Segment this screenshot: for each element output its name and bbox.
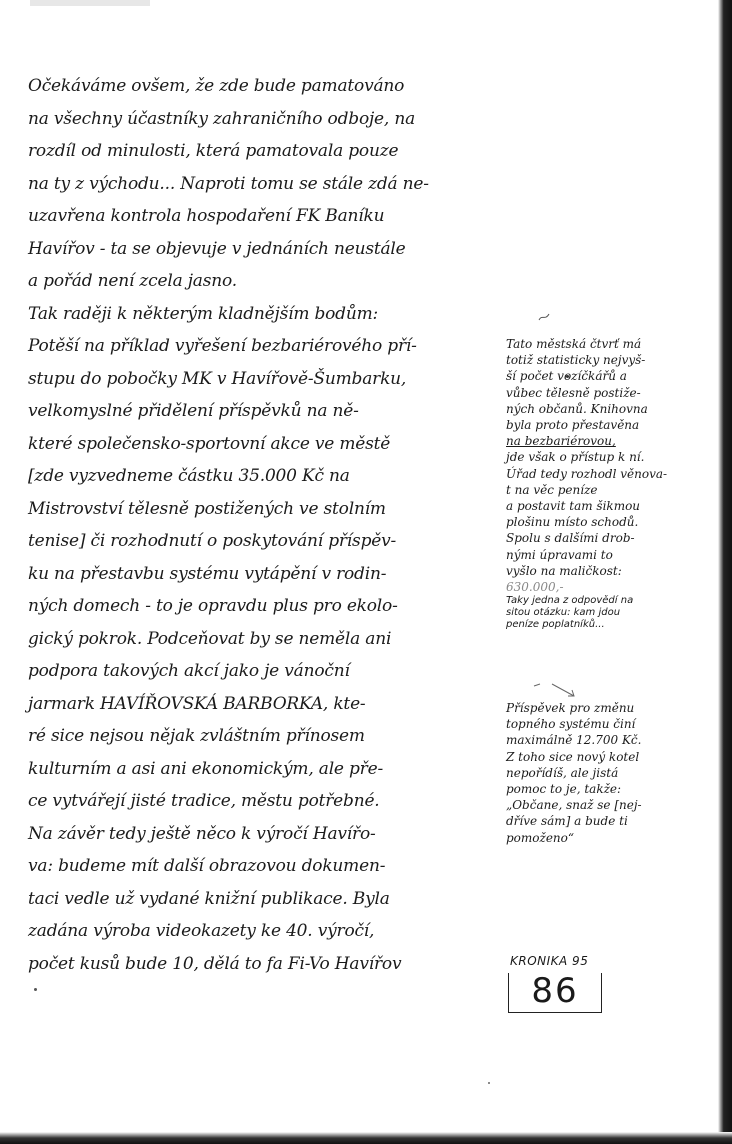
side-note-line: nepořídíš, ale jistá <box>506 765 619 780</box>
side-note-line: dříve sám] a bude ti <box>506 814 628 829</box>
side-note-line: totiž statisticky nejvyš- <box>506 353 646 368</box>
main-line: podpora takových akcí jako je vánoční <box>28 661 350 681</box>
main-line: taci vedle už vydané knižní publikace. Byla <box>28 888 390 909</box>
side-note-line: plošinu místo schodů. <box>506 515 639 530</box>
page-number-box <box>508 973 602 1013</box>
main-line: ných domech - to je opravdu plus pro ekolo- <box>28 596 398 616</box>
side-note-line: jde však o přístup k ní. <box>506 450 645 465</box>
side-note-line: vyšlo na maličkost: <box>506 563 622 578</box>
side-note-line: byla proto přestavěna <box>506 418 640 433</box>
main-line: gický pokrok. Podceňovat by se neměla ani <box>28 628 392 649</box>
side-note-line: vůbec tělesně postiže- <box>506 385 641 400</box>
ink-dot <box>488 1082 490 1084</box>
margin-arrow-mark <box>530 680 580 700</box>
side-note-line: na bezbariérovou, <box>506 434 616 449</box>
chronicle-label: KRONIKA 95 <box>510 954 589 968</box>
main-line: na ty z východu... Naproti tomu se stále zdá ne- <box>28 173 429 194</box>
main-line: stupu do pobočky MK v Havířově-Šumbarku, <box>28 368 407 389</box>
side-note-bezbarierovy <box>506 336 702 631</box>
main-line: va: budeme mít další obrazovou dokumen- <box>28 856 386 876</box>
main-line: a pořád není zcela jasno. <box>28 271 237 291</box>
side-note-line: Úřad tedy rozhodl věnova- <box>506 466 668 481</box>
main-line: Havířov - ta se objevuje v jednáních neustále <box>28 238 406 259</box>
main-line: Tak raději k některým kladnějším bodům: <box>28 303 379 324</box>
main-text-column <box>28 70 490 980</box>
main-line: které společensko-sportovní akce ve městě <box>28 433 391 454</box>
main-line: uzavřena kontrola hospodaření FK Baníku <box>28 206 385 226</box>
side-note-line: topného systému činí <box>506 717 636 732</box>
scan-edge-bottom <box>0 1132 732 1144</box>
side-note-line: Z toho sice nový kotel <box>506 749 640 764</box>
side-note-line: nými úpravami to <box>506 547 613 562</box>
main-line: ce vytvářejí jisté tradice, městu potřebné. <box>28 791 380 811</box>
main-line: kulturním a asi ani ekonomickým, ale pře- <box>28 758 384 779</box>
main-line: velkomyslné přidělení příspěvků na ně- <box>28 401 359 421</box>
main-line: ku na přestavbu systému vytápění v rodin- <box>28 563 387 584</box>
side-note-line: pomoženo“ <box>506 830 575 845</box>
scan-smudge <box>30 0 150 6</box>
main-line: zadána výroba videokazety ke 40. výročí, <box>28 921 375 941</box>
main-line: ré sice nejsou nějak zvláštním přínosem <box>28 726 365 746</box>
main-line: Na závěr tedy ještě něco k výročí Havířo- <box>28 823 376 844</box>
side-note-amount: 630.000,- <box>506 580 564 595</box>
side-note-line: maximálně 12.700 Kč. <box>506 733 642 748</box>
side-note-line: pomoc to je, takže: <box>506 782 622 797</box>
page-number: 86 <box>531 971 579 1011</box>
main-line: tenise] či rozhodnutí o poskytování příspěv- <box>28 531 397 551</box>
side-note-small-line: Taky jedna z odpovědí na <box>506 595 634 607</box>
main-line: jarmark HAVÍŘOVSKÁ BARBORKA, kte- <box>28 693 366 714</box>
side-note-line: a postavit tam šikmou <box>506 499 641 514</box>
side-note-line: „Občane, snaž se [nej- <box>506 798 642 813</box>
side-note-line: t na věc peníze <box>506 482 598 497</box>
side-note-line: Příspěvek pro změnu <box>506 701 635 715</box>
main-line: Očekáváme ovšem, že zde bude pamatováno <box>28 76 405 96</box>
side-note-vytapeni <box>506 700 702 846</box>
side-note-line: ných občanů. Knihovna <box>506 401 648 416</box>
side-note-small-line: peníze poplatníků... <box>506 619 605 631</box>
main-line: na všechny účastníky zahraničního odboje, na <box>28 108 415 129</box>
side-note-small-line: sitou otázku: kam jdou <box>506 607 621 619</box>
main-line: počet kusů bude 10, dělá to fa Fi-Vo Havířov <box>28 953 402 974</box>
main-line: Mistrovství tělesně postižených ve stolním <box>28 498 386 519</box>
main-line: [zde vyzvedneme částku 35.000 Kč na <box>28 466 350 486</box>
main-line: Potěší na příklad vyřešení bezbariérového pří- <box>28 336 417 356</box>
scan-edge-right <box>718 0 732 1144</box>
side-note-line: Tato městská čtvrť má <box>506 337 642 351</box>
ink-dot <box>34 988 37 991</box>
margin-squiggle-mark <box>538 312 550 322</box>
main-line: rozdíl od minulosti, která pamatovala pouze <box>28 141 399 161</box>
side-note-line: ší počet vozíčkářů a <box>506 369 627 384</box>
side-note-line: Spolu s dalšími drob- <box>506 531 635 546</box>
